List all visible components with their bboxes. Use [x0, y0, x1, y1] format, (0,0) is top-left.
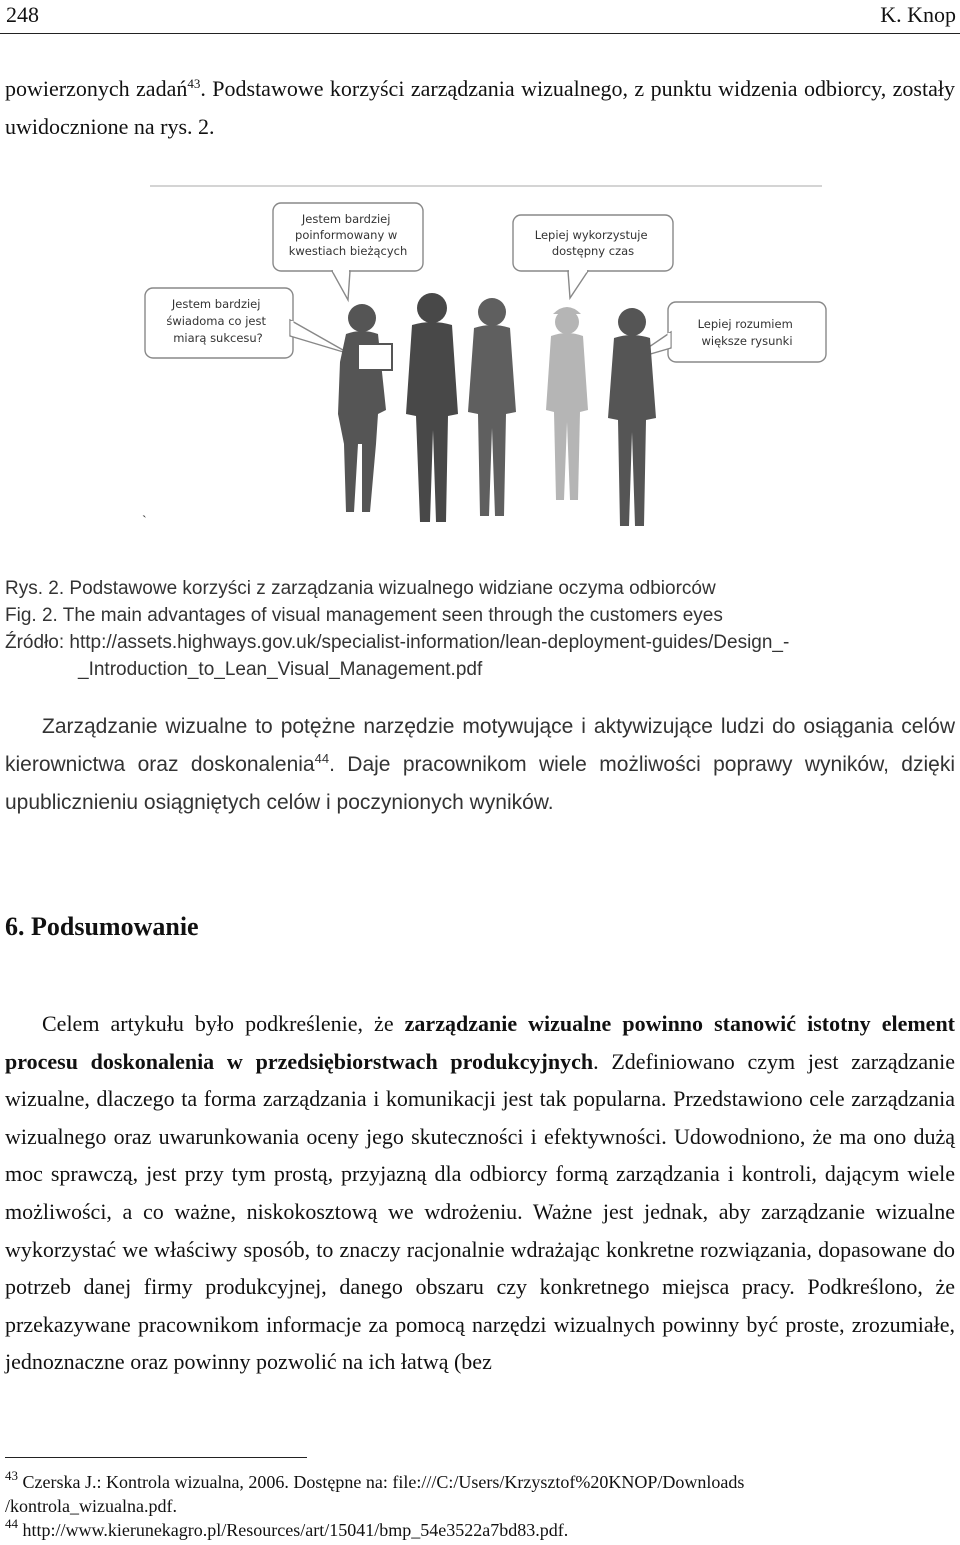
intro-text-a: powierzonych zadań — [5, 76, 188, 101]
bubble4-line2: większe rysunki — [701, 334, 793, 348]
footnote-ref-43[interactable]: 43 — [187, 76, 201, 92]
para3-text-a: Celem artykułu było podkreślenie, że — [42, 1011, 405, 1036]
footnote-44-url[interactable]: http://www.kierunekagro.pl/Resources/art/15041/bmp_54e3522a7bd83.pdf. — [22, 1520, 569, 1540]
svg-text:Jestem bardziej świadoma — [166, 297, 269, 345]
page-number: 248 — [6, 2, 39, 27]
header-rule — [0, 33, 960, 34]
para2-text-a: Zarządzanie wizualne to potężne narzędzie motywujące i aktywizujące ludzi do osiągania celów kierownictwa oraz doskonalenia — [5, 715, 955, 776]
speech-bubble-informed — [273, 203, 423, 300]
person-silhouette-man-5 — [608, 308, 656, 526]
svg-text:Jestem bardziej poinform — [289, 212, 408, 258]
speech-bubble-time — [513, 215, 673, 298]
person-silhouette-man-3 — [468, 298, 516, 516]
bubble2-line2: dostępny czas — [551, 244, 635, 258]
bubble3-line2: świadoma co jest — [166, 314, 267, 328]
bubble1-line2: poinformowany w — [295, 228, 398, 242]
person-silhouette-woman — [338, 304, 386, 512]
page-header — [0, 0, 960, 34]
footnote-ref-44[interactable]: 44 — [314, 751, 330, 767]
caption-source-line1[interactable]: Źródło: http://assets.highways.gov.uk/specialist-information/lean-deployment-guides/Design_- — [5, 632, 790, 653]
section-heading: 6. Podsumowanie — [5, 912, 199, 941]
figure-visual-management — [140, 182, 830, 532]
footnote-43 — [5, 1470, 955, 1494]
bubble3-line3: miarą sukcesu? — [173, 331, 263, 345]
caption-en: Fig. 2. The main advantages of visual management seen through the customers eyes — [5, 605, 723, 626]
bubble4-line1: Lepiej rozumiem — [697, 317, 793, 331]
footnote-43-continued[interactable]: /kontrola_wizualna.pdf. — [5, 1496, 177, 1516]
intro-text-b: . Podstawowe korzyści zarządzania wizualnego, z punktu widzenia odbiorcy, zostały uwidocznione na rys. 2. — [5, 76, 955, 139]
tablet-icon — [358, 344, 392, 370]
footnote-43-number: 43 — [5, 1468, 18, 1484]
para3-text-b: . Zdefiniowano czym jest zarządzanie wizualne, dlaczego ta forma zarządzania i komunikacji jest tak popularna. Przedstawiono cele zarządzania wizualnego oraz uwarunkowania oceny jego skuteczności i efektywności. Udowodniono, że ma ono dużą moc sprawczą, jest przy tym prostą, przyjazną dla odbiorcy formą zarządzania i kontroli, dającym wiele możliwości, a co ważne, niskokosztową we wdrożeniu. Ważne jest jednak, aby zarządzanie wizualne wykorzystać we właściwy sposób, to znaczy racjonalnie wdrażając konkretne rozwiązania, dopasowane do potrzeb danej firmy produkcyjnej, danego obszaru czy konkretnego miejsca pracy. Podkreślono, że przekazywane pracownikom informacje za pomocą narzędzi wizualnych powinny być proste, zrozumiałe, jednoznaczne oraz powinny pozwolić na ich łatwą (bez — [5, 1048, 955, 1375]
footnote-44-number: 44 — [5, 1516, 18, 1532]
motivation-paragraph — [5, 708, 955, 822]
bubble2-line1: Lepiej wykorzystuje — [534, 228, 648, 242]
person-silhouette-worker — [546, 307, 588, 500]
para2-text-b: . Daje pracownikom wiele możliwości poprawy wyników, dzięki upublicznieniu osiągniętych celów i poczynionych wyników. — [5, 753, 955, 814]
para3-bold-thesis: zarządzanie wizualne powinno stanowić istotny element procesu doskonalenia w przedsiębiorstwach produkcyjnych — [5, 1011, 956, 1074]
speech-bubble-drawings — [630, 302, 826, 362]
bubble3-line1: Jestem bardziej — [171, 297, 261, 311]
running-author: K. Knop — [880, 2, 956, 27]
speech-bubble-success — [145, 288, 350, 358]
bubble1-line3: kwestiach bieżących — [288, 244, 408, 258]
caption-pl: Rys. 2. Podstawowe korzyści z zarządzania wizualnego widziane oczyma odbiorców — [5, 578, 716, 599]
footnote-43-line1[interactable]: Czerska J.: Kontrola wizualna, 2006. Dostępne na: file:///C:/Users/Krzysztof%20KNOP/Downloads — [22, 1472, 745, 1492]
summary-paragraph — [5, 1005, 955, 1381]
person-silhouette-man-2 — [406, 293, 458, 522]
stray-mark: ` — [142, 514, 147, 529]
footnote-44 — [5, 1518, 955, 1542]
bubble1-line1: Jestem bardziej — [301, 212, 391, 226]
footnote-rule — [5, 1457, 307, 1458]
caption-source-line2[interactable]: _Introduction_to_Lean_Visual_Management.pdf — [78, 659, 483, 680]
intro-paragraph — [5, 70, 955, 146]
